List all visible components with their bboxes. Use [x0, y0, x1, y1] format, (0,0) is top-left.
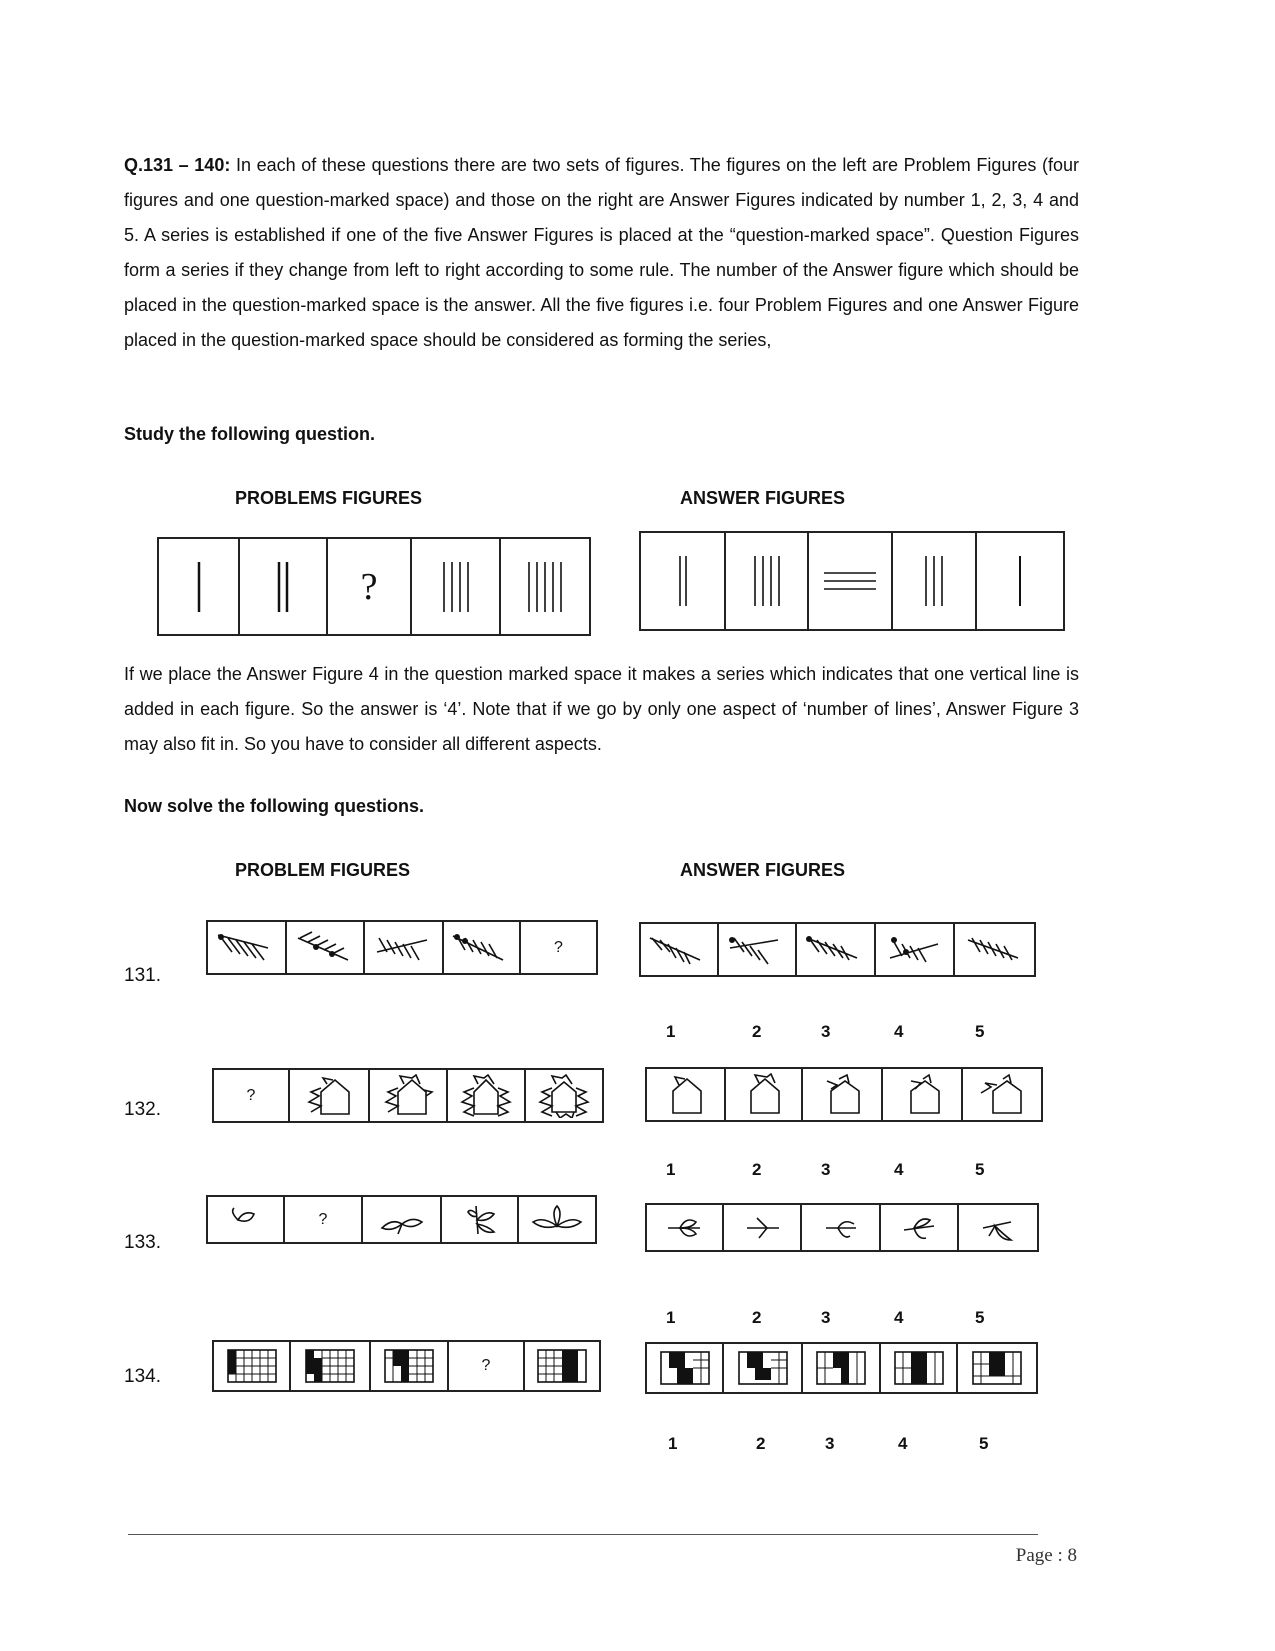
q134-answer-figures: [645, 1342, 1038, 1394]
answer-figure: [955, 924, 1034, 975]
slanted-lines-figure: [369, 928, 439, 968]
line-figure: [523, 557, 567, 617]
problem-figure: [159, 539, 240, 634]
leaf-figure: [450, 1202, 510, 1238]
question-range-label: Q.131 – 140:: [124, 155, 231, 175]
answer-number: 4: [898, 1434, 908, 1453]
grid-figure: [303, 1347, 357, 1385]
example-problem-figures: [157, 537, 591, 636]
slanted-lines-figure: [960, 930, 1030, 970]
leaf-figure: [660, 1210, 710, 1246]
problem-figure: [214, 1342, 291, 1390]
solve-heading: Now solve the following questions.: [124, 796, 425, 816]
line-figure: [747, 551, 787, 611]
answer-number: 4: [894, 1022, 904, 1041]
house-figure: [532, 1074, 596, 1118]
question-number-131: 131.: [124, 965, 161, 986]
answer-figure: [803, 1344, 881, 1392]
answer-figure: [959, 1205, 1037, 1250]
problem-figure: [208, 1197, 285, 1242]
answer-number: 3: [821, 1160, 831, 1179]
grid-figure: [736, 1349, 790, 1387]
q131-problem-figures: [206, 920, 598, 975]
house-figure: [661, 1073, 711, 1117]
line-figure: [914, 551, 954, 611]
problem-figure: [363, 1197, 442, 1242]
answer-figure: [958, 1344, 1036, 1392]
leaf-figure: [372, 1202, 432, 1238]
example-heading: Study the following question.: [124, 424, 375, 444]
answer-figure: [809, 533, 893, 629]
answer-figure: [977, 533, 1063, 629]
answer-figure: [883, 1069, 963, 1120]
problem-figure: [501, 539, 589, 634]
instructions-paragraph: [124, 148, 1079, 358]
answer-number: 1: [666, 1308, 676, 1327]
house-figure: [378, 1074, 438, 1118]
example-answer-figures: [639, 531, 1065, 631]
problem-figure: [525, 1342, 599, 1390]
grid-figure: [225, 1347, 279, 1385]
question-marked-space: [328, 539, 412, 634]
answer-figure: [647, 1205, 724, 1250]
answer-figure: [647, 1069, 726, 1120]
problem-figure: [526, 1070, 602, 1121]
slanted-lines-figure: [880, 930, 950, 970]
q132-answer-figures: [645, 1067, 1043, 1122]
house-figure: [817, 1073, 867, 1117]
problem-figure: [365, 922, 444, 973]
problem-figure: [291, 1342, 371, 1390]
answer-number: 2: [756, 1434, 766, 1453]
question-marked-space: [521, 922, 596, 973]
house-figure: [739, 1073, 789, 1117]
answer-figure: [726, 1069, 803, 1120]
grid-figure: [970, 1349, 1024, 1387]
problem-figure: [519, 1197, 595, 1242]
answer-figure: [641, 924, 719, 975]
leaf-figure: [525, 1202, 589, 1238]
question-mark: ?: [360, 565, 378, 608]
grid-figure: [892, 1349, 946, 1387]
grid-figure: [658, 1349, 712, 1387]
q132-answer-numbers: [640, 1160, 1020, 1180]
slanted-lines-figure: [801, 930, 871, 970]
answer-number: 2: [752, 1022, 762, 1041]
q133-answer-numbers: [640, 1308, 1020, 1328]
q134-answer-numbers: [640, 1434, 1020, 1454]
example-problem-figures-label: PROBLEMS FIGURES: [235, 488, 423, 508]
line-figure: [436, 557, 476, 617]
leaf-figure: [737, 1210, 787, 1246]
example-answer-figures-label: ANSWER FIGURES: [680, 488, 846, 508]
question-number-132: 132.: [124, 1099, 161, 1120]
q132-problem-figures: [212, 1068, 604, 1123]
answer-figure: [724, 1205, 802, 1250]
question-number-134: 134.: [124, 1366, 161, 1387]
answer-figure: [797, 924, 876, 975]
slanted-lines-figure: [722, 930, 792, 970]
slanted-lines-figure: [644, 930, 714, 970]
answer-number: 3: [821, 1022, 831, 1041]
answer-number: 3: [825, 1434, 835, 1453]
explanation-paragraph: If we place the Answer Figure 4 in the question marked space it makes a series which indicates that one vertical line is added in each figure. So the answer is ‘4’. Note that if we go by only one aspect of ‘number of lines’, Answer Figure 3 may also fit in. So you have to consider all different aspects.: [124, 664, 1079, 754]
answer-figure: [881, 1205, 959, 1250]
answer-number: 5: [975, 1308, 985, 1327]
answer-figure: [647, 1344, 724, 1392]
question-marked-space: [214, 1070, 290, 1121]
problem-figure: [442, 1197, 519, 1242]
answer-number: 5: [979, 1434, 989, 1453]
problem-figure: [208, 922, 287, 973]
line-figure: [179, 557, 219, 617]
grid-figure: [535, 1347, 589, 1385]
problem-figure: [240, 539, 328, 634]
answer-figure: [641, 533, 726, 629]
q131-answer-figures: [639, 922, 1036, 977]
answer-figure: [719, 924, 797, 975]
question-number-133: 133.: [124, 1232, 161, 1253]
house-figure: [975, 1073, 1029, 1117]
answer-number: 2: [752, 1308, 762, 1327]
answer-number: 5: [975, 1022, 985, 1041]
leaf-figure: [816, 1210, 866, 1246]
q131-answer-numbers: [640, 1022, 1020, 1042]
leaf-figure: [894, 1210, 944, 1246]
footer-divider: [128, 1534, 1038, 1535]
page-number: Page : 8: [1015, 1545, 1077, 1566]
answer-figure: [726, 533, 809, 629]
answer-figure: [802, 1205, 881, 1250]
problem-figure: [290, 1070, 370, 1121]
slanted-lines-figure: [447, 928, 517, 968]
slanted-lines-figure: [290, 928, 360, 968]
house-figure: [897, 1073, 947, 1117]
answer-figure: [724, 1344, 803, 1392]
problem-figure: [371, 1342, 449, 1390]
line-figure: [822, 561, 878, 601]
problem-figures-label: PROBLEM FIGURES: [235, 860, 411, 880]
problem-figure: [370, 1070, 448, 1121]
line-figure: [1000, 551, 1040, 611]
answer-figure: [876, 924, 955, 975]
answer-number: 1: [666, 1160, 676, 1179]
answer-number: 1: [666, 1022, 676, 1041]
problem-figure: [287, 922, 365, 973]
q133-answer-figures: [645, 1203, 1039, 1252]
house-figure: [299, 1074, 359, 1118]
line-figure: [263, 557, 303, 617]
grid-figure: [382, 1347, 436, 1385]
answer-number: 4: [894, 1308, 904, 1327]
question-mark: ?: [481, 1357, 491, 1374]
slanted-lines-figure: [212, 928, 282, 968]
question-mark: ?: [318, 1210, 328, 1228]
answer-number: 5: [975, 1160, 985, 1179]
answer-figure: [881, 1344, 958, 1392]
house-figure: [454, 1074, 518, 1118]
problem-figure: [444, 922, 521, 973]
answer-figures-label: ANSWER FIGURES: [680, 860, 846, 880]
line-figure: [663, 551, 703, 611]
leaf-figure: [973, 1210, 1023, 1246]
question-mark: ?: [246, 1086, 256, 1104]
answer-number: 2: [752, 1160, 762, 1179]
answer-figure: [963, 1069, 1041, 1120]
question-mark: ?: [554, 938, 563, 956]
q133-problem-figures: [206, 1195, 597, 1244]
answer-figure: [803, 1069, 883, 1120]
answer-figure: [893, 533, 977, 629]
problem-figure: [448, 1070, 526, 1121]
answer-number: 3: [821, 1308, 831, 1327]
answer-number: 4: [894, 1160, 904, 1179]
question-marked-space: [449, 1342, 525, 1390]
instructions-text: In each of these questions there are two sets of figures. The figures on the left are Problem Figures (four figures and one question-marked space) and those on the right are Answer Figures indicated by number 1, 2, 3, 4 and 5. A series is established if one of the five Answer Figures is placed at the “question-marked space”. Question Figures form a series if they change from left to right according to some rule. The number of the Answer figure which should be placed in the question-marked space is the answer. All the five figures i.e. four Problem Figures and one Answer Figure placed in the question-marked space should be considered as forming the series,: [124, 155, 1079, 350]
leaf-figure: [216, 1202, 276, 1238]
q134-problem-figures: [212, 1340, 601, 1392]
question-marked-space: [285, 1197, 363, 1242]
grid-figure: [814, 1349, 868, 1387]
answer-number: 1: [668, 1434, 678, 1453]
problem-figure: [412, 539, 501, 634]
